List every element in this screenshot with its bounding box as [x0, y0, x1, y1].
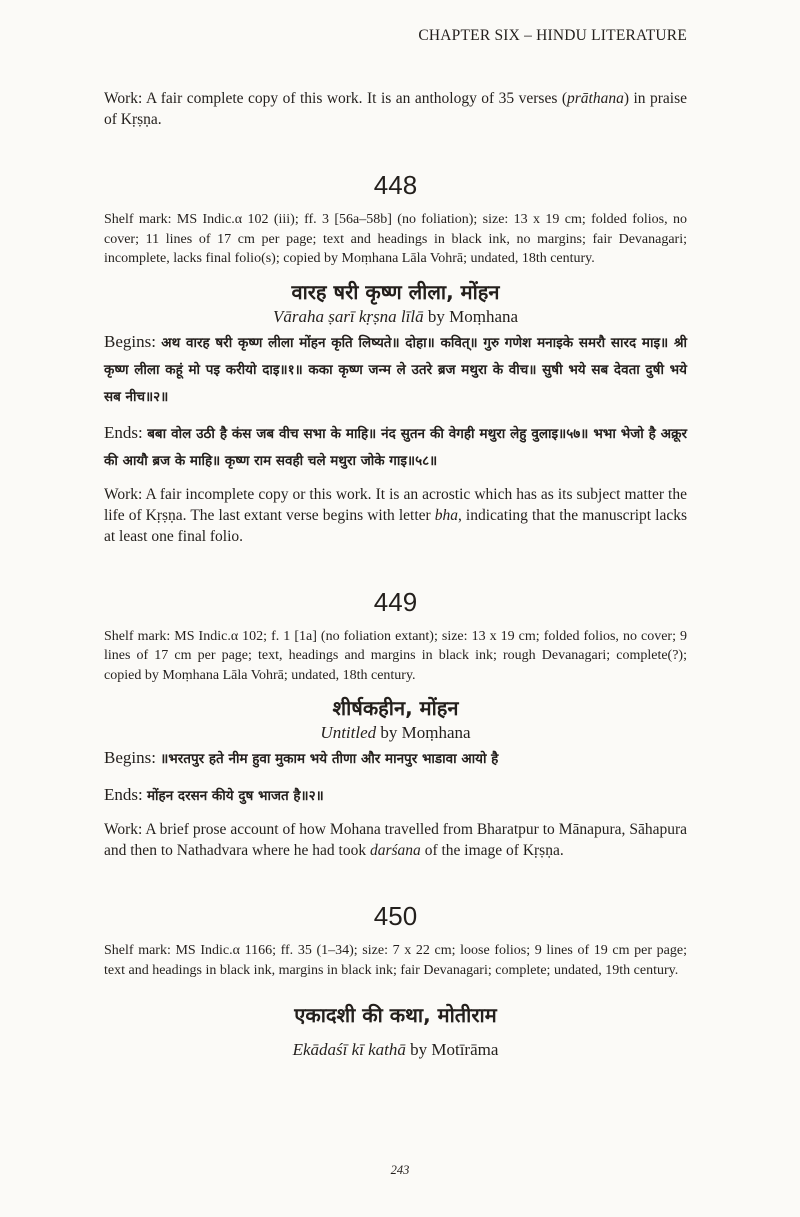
devanagari-title: वारह षरी कृष्ण लीला, मोंहन	[291, 279, 500, 304]
ends-passage	[104, 782, 687, 809]
title-line	[104, 1038, 687, 1062]
intro-work-tail: ) in praise of Kṛṣṇa.	[104, 90, 687, 128]
title-italic: Untitled	[320, 723, 377, 742]
devanagari-title: एकादशी की कथा, मोतीराम	[294, 1003, 497, 1027]
intro-work-term: prāthana	[567, 90, 624, 107]
shelf-mark: Shelf mark: MS Indic.α 1166; ff. 35 (1–34); size: 7 x 22 cm; loose folios; 9 lines of 19 cm per page; text and headings in black ink, margins in black ink; fair Devanagari; complete; undated, 19th century.	[104, 943, 687, 978]
intro-work-note	[104, 88, 687, 130]
devanagari-title: शीर्षकहीन, मोंहन	[332, 696, 459, 720]
ends-text: बबा वोल उठी है कंस जब वीच सभा के माहि॥ नंद सुतन की वेगही मथुरा लेहु वुलाइ॥५७॥ भभा भेजो है अक्रूर की आयौ ब्रज के माहि॥ कृष्ण राम सवही चले मथुरा जोके गाइ॥५८॥	[104, 425, 687, 469]
ends-label: Ends:	[104, 785, 147, 804]
work-tail: of the image of Kṛṣṇa.	[420, 842, 564, 859]
entry-449	[104, 587, 687, 862]
shelf-mark: Shelf mark: MS Indic.α 102 (iii); ff. 3 [56a–58b] (no foliation); size: 13 x 19 cm; folded folios, no cover; 11 lines of 17 cm per page; text and headings in black ink, no margins; fair Devanagari; incomplete, lacks final folio(s); copied by Moṃhana Lāla Vohrā; undated, 18th century.	[104, 212, 687, 266]
entry-number: 448	[373, 170, 418, 200]
begins-text: अथ वारह षरी कृष्ण लीला मोंहन कृति लिष्यते॥ दोहा॥ कवित्॥ गुरु गणेश मनाइके समरौ सारद माइ॥ श्री कृष्ण लीला कहूं मो पइ करीयो दाइ॥१॥ कका कृष्ण जन्म ले उतरे ब्रज मथुरा के वीच॥ सुषी भये सब देवता दुषी भये सब नीच॥२॥	[104, 334, 687, 405]
work-term: darśana	[369, 842, 421, 859]
begins-label: Begins:	[104, 331, 162, 351]
title-italic: Vāraha ṣarī kṛṣna līlā	[272, 306, 424, 326]
shelf-mark: Shelf mark: MS Indic.α 102; f. 1 [1a] (no foliation extant); size: 13 x 19 cm; folded folios, no cover; 9 lines of 17 cm per page; text, headings and margins in black ink; rough Devanagari; complete(?); copied by Moṃhana Lāla Vohrā; undated, 18th century.	[104, 628, 687, 683]
title-italic: Ekādaśī kī kathā	[292, 1040, 406, 1059]
entry-448	[104, 170, 687, 547]
intro-work-lead: Work: A fair complete copy of this work. It is an anthology of 35 verses (	[104, 90, 567, 107]
ends-text: मोंहन दरसन कीये दुष भाजत है॥२॥	[146, 788, 324, 804]
ends-label: Ends:	[104, 422, 148, 442]
entry-450	[104, 901, 687, 1062]
work-term: bha	[434, 506, 458, 524]
entry-number: 450	[373, 901, 418, 931]
page-body	[104, 88, 687, 1062]
title-author: by Moṃhana	[423, 306, 519, 326]
work-note	[104, 819, 687, 861]
work-lead: Work: A brief prose account of how Mohana travelled from Bharatpur to Mānapura, Sāhapura and then to Nathadvara where he had took	[104, 821, 687, 859]
begins-label: Begins:	[104, 748, 161, 767]
title-author: by Motīrāma	[405, 1040, 499, 1059]
work-tail: , indicating that the manuscript lacks at least one final folio.	[104, 506, 687, 545]
work-lead: Work: A fair incomplete copy or this work. It is an acrostic which has as its subject matter the life of Kṛṣṇa. The last extant verse begins with letter	[104, 485, 687, 524]
begins-passage	[104, 745, 687, 772]
begins-text: ॥भरतपुर हते नीम हुवा मुकाम भये तीणा और मानपुर भाडावा आयो है	[160, 751, 499, 767]
work-note	[104, 484, 687, 547]
running-head: CHAPTER SIX – HINDU LITERATURE	[418, 27, 687, 44]
title-line	[104, 721, 687, 745]
entry-number: 449	[373, 586, 418, 617]
begins-passage	[104, 329, 687, 410]
folio-number: 243	[390, 1163, 410, 1177]
ends-passage	[104, 420, 687, 474]
title-line	[104, 305, 687, 329]
title-author: by Moṃhana	[376, 723, 471, 742]
